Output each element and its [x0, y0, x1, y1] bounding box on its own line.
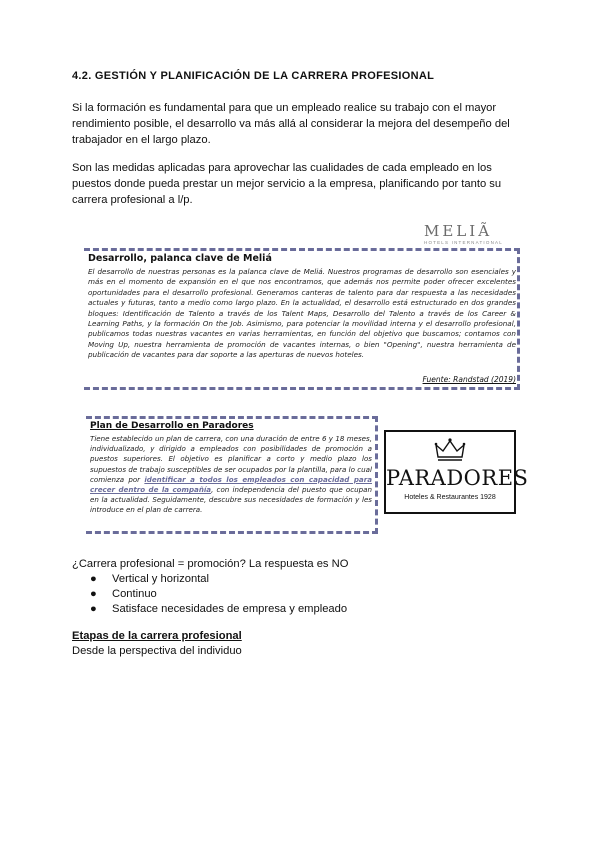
crown-icon — [434, 437, 466, 463]
paradores-text-pre: Tiene establecido un plan de carrera, con una duración de entre 6 y 18 meses, individualizado, y dirigido a empleados con posibilidades de promoción a puestos superiores. El objetivo es planificar a corto y medio plazo los supuestos de trabajo susceptibles de ser ocupados por la plantilla, para lo cual comienza por — [90, 434, 372, 484]
paradores-logo-subtitle: Hoteles & Restaurantes 1928 — [404, 494, 496, 501]
career-bullet-list — [72, 572, 347, 617]
list-item: ● Continuo — [90, 588, 157, 600]
paradores-text-highlight: identificar a todos los empleados con capacidad para crecer dentro de la compañía — [90, 474, 372, 495]
bullet-icon: ● — [90, 573, 97, 585]
paradores-text-post: , con independencia del puesto que ocupan en la actualidad. Seguidamente, descubre sus necesidades de formación y les introduce en el plan de carrera. — [90, 485, 372, 515]
etapas-heading: Etapas de la carrera profesional — [72, 630, 242, 642]
melia-logo-subtitle: HOTELS INTERNATIONAL — [424, 240, 503, 245]
list-item: ● Vertical y horizontal — [90, 573, 210, 585]
bullet-icon: ● — [90, 603, 97, 615]
melia-logo-word: MELIÃ — [424, 222, 493, 240]
career-question: ¿Carrera profesional = promoción? La respuesta es NO — [72, 558, 349, 570]
etapas-subtitle: Desde la perspectiva del individuo — [72, 645, 242, 657]
melia-logo — [424, 222, 508, 245]
paradores-box-title: Plan de Desarrollo en Paradores — [90, 421, 254, 431]
bullet-icon: ● — [90, 588, 97, 600]
melia-box-source: Fuente: Randstad (2019) — [422, 375, 516, 384]
paragraph-formacion: Si la formación es fundamental para que un empleado realice su trabajo con el mayor rendimiento posible, el desarrollo va más allá al considerar la mejora del desempeño del trabajador en el largo plazo. — [72, 102, 510, 146]
paradores-box-text — [90, 434, 372, 516]
paragraph-medidas: Son las medidas aplicadas para aprovechar las cualidades de cada empleado en los puestos donde pueda prestar un mejor servicio a la empresa, planificando por tanto su carrera profesional a l/p. — [72, 162, 502, 206]
melia-box-title: Desarrollo, palanca clave de Meliá — [88, 253, 272, 264]
list-item: ● Satisface necesidades de empresa y empleado — [90, 603, 348, 615]
paradores-logo-word: PARADORES — [386, 466, 529, 490]
section-heading: 4.2. GESTIÓN Y PLANIFICACIÓN DE LA CARRERA PROFESIONAL — [72, 70, 435, 82]
melia-box-text: El desarrollo de nuestras personas es la palanca clave de Meliá. Nuestros programas de desarrollo son esenciales y más en el momento de expansión en el que nos encontramos, que además nos permite poder ofrecer excelentes oportunidades para el desarrollo profesional. Generamos canteras de talento para dar respuesta a las necesidades actuales y futuras, tanto a medio como largo plazo. En la actualidad, el desarrollo está estructurado en dos grandes bloques: Identificación de Talento a través de los Talent Maps, Desarrollo del Talento a través de los Career & Learning Paths, y la formación On the Job. Asimismo, para potenciar la movilidad interna y el desarrollo profesional, publicamos todas nuestras vacantes en varias herramientas, en función del objetivo que buscamos; contamos con Moving Up, nuestra herramienta de promoción de vacantes internas, o bien "Opening", nuestra herramienta de publicación de vacantes para dar soporte a las aperturas de nuevos hoteles. — [88, 267, 516, 360]
